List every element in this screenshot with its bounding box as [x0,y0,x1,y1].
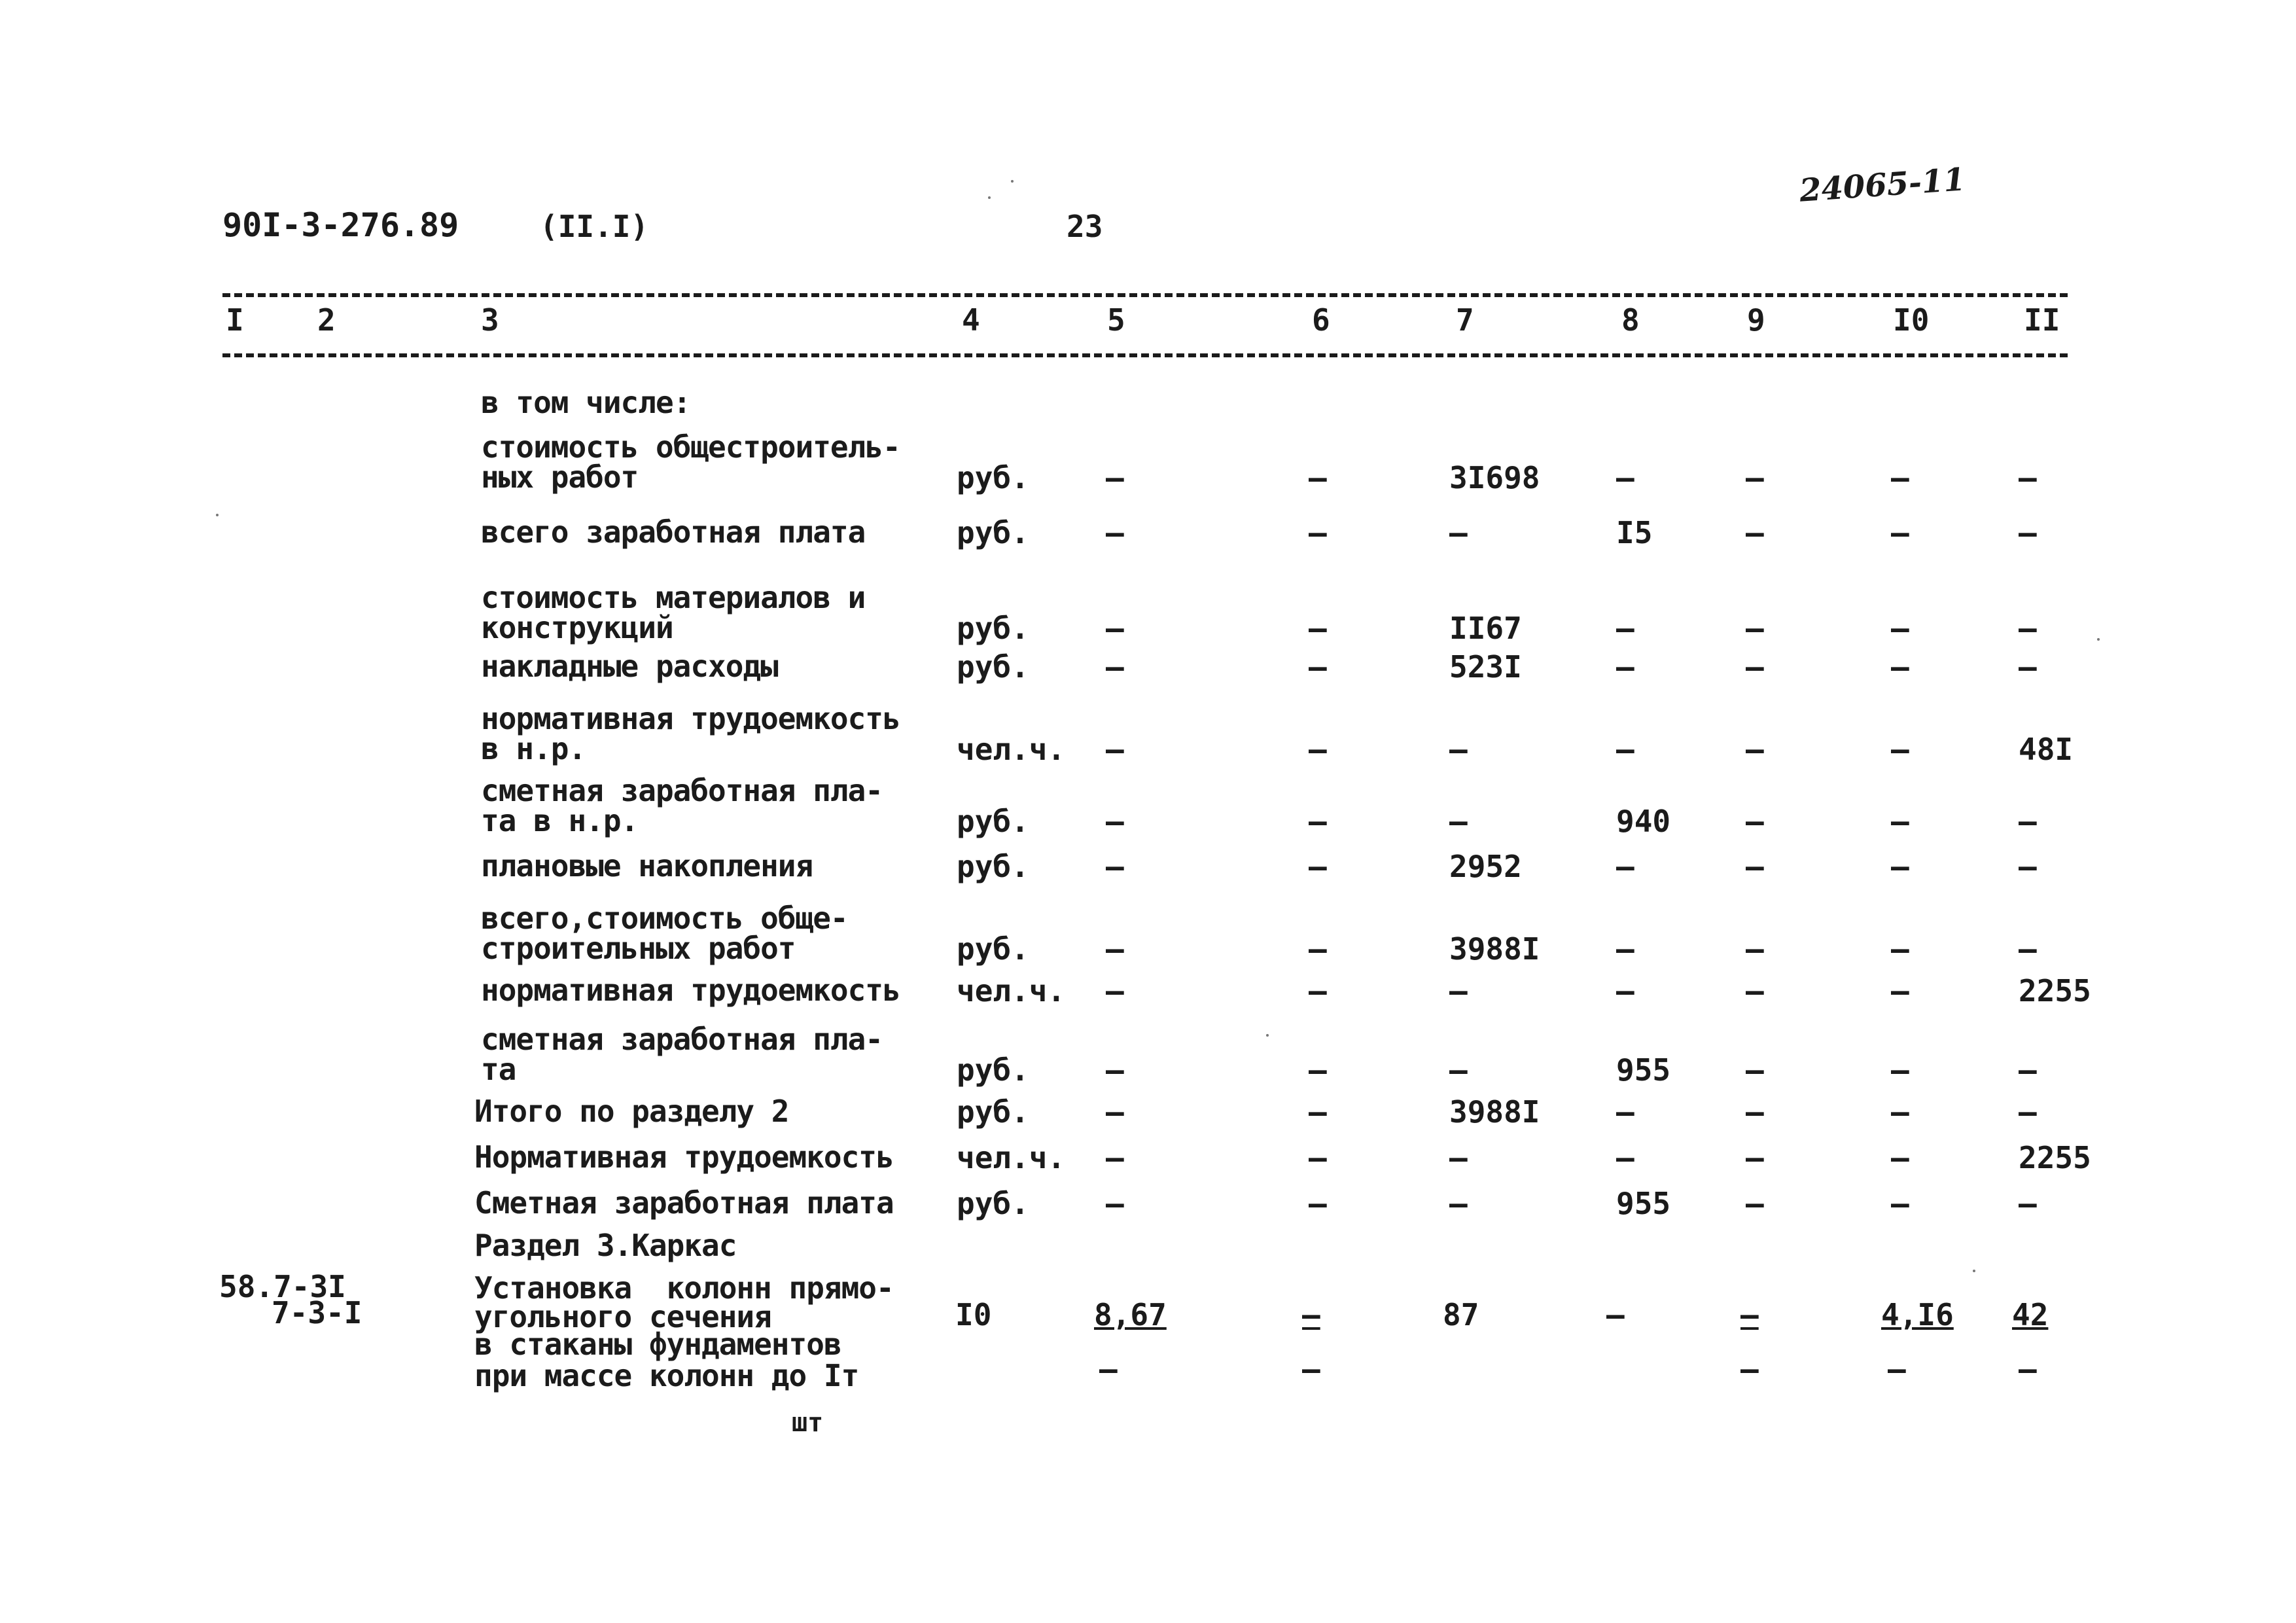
row-description-line: в том числе: [481,385,691,420]
row-cell-c10: – [1891,1186,1909,1221]
item-col-9-sub: – [1740,1351,1759,1387]
row-cell-c7: 2952 [1449,849,1522,884]
row-cell-c11: – [2019,804,2037,839]
row-cell-c5: – [1106,1186,1124,1221]
item-col-5: 8,67 [1094,1297,1167,1332]
row-cell-c11: – [2019,1094,2037,1130]
row-cell-c10: – [1891,611,1909,646]
row-cell-c6: – [1309,1140,1327,1175]
row-cell-c7: II67 [1449,611,1522,646]
row-cell-c9: – [1746,804,1764,839]
item-description [474,1270,894,1393]
row-description-line: Итого по разделу 2 [474,1094,789,1129]
row-description-line: стоимость материалов и [481,580,866,615]
row-cell-c8: – [1616,649,1634,685]
row-cell-c7: – [1449,1140,1468,1175]
row-cell-unit: руб. [957,1186,1029,1221]
col-1-header: I [226,302,244,338]
row-description-line: накладные расходы [481,649,778,684]
row-description-line: Сметная заработная плата [474,1185,894,1221]
col-7-header: 7 [1456,302,1474,338]
row-cell-c6: – [1309,611,1327,646]
row-cell-c6: – [1309,515,1327,550]
row-cell-c10: – [1891,973,1909,1008]
row-description-line: конструкций [481,610,673,645]
row-cell-c7: 3I698 [1449,460,1540,495]
row-cell-unit: руб. [957,931,1029,967]
row-cell-c6: – [1309,649,1327,685]
row-description [481,972,900,1008]
row-cell-c10: – [1891,849,1909,884]
row-description-line: строительных работ [481,931,796,966]
document-code: 90I-3-276.89 [222,206,459,244]
item-col-11: 42 [2012,1297,2049,1332]
item-description-line: в стаканы фундаментов [474,1327,841,1362]
row-cell-c11: – [2019,460,2037,495]
row-cell-c9: – [1746,611,1764,646]
row-cell-c9: – [1746,1052,1764,1088]
row-description [481,1022,883,1087]
row-description-line: ных работ [481,459,639,495]
item-col-7: 87 [1443,1297,1479,1332]
col-6-header: 6 [1312,302,1330,338]
row-cell-c10: – [1891,732,1909,767]
row-cell-c11: – [2019,849,2037,884]
row-cell-c5: – [1106,515,1124,550]
row-cell-c7: – [1449,804,1468,839]
row-description-line: всего,стоимость обще- [481,901,848,936]
row-cell-c5: – [1106,649,1124,685]
row-cell-c10: – [1891,1052,1909,1088]
row-cell-c9: – [1746,931,1764,967]
row-cell-c11: 2255 [2019,1140,2091,1175]
row-description-line: Раздел 3.Каркас [474,1228,737,1263]
item-col-10: 4,I6 [1881,1297,1954,1332]
row-cell-unit: чел.ч. [957,732,1066,767]
row-description [481,429,900,495]
row-description [481,773,883,838]
row-description-line: нормативная трудоемкость [481,701,900,736]
header-bottom-rule [222,353,2068,357]
item-col-10-sub: – [1888,1351,1906,1387]
item-unit-note: шт [792,1408,824,1438]
row-cell-c6: – [1309,973,1327,1008]
row-description [474,1139,894,1175]
row-cell-c10: – [1891,1094,1909,1130]
row-description [474,1228,737,1263]
row-description [481,901,848,966]
row-cell-c8: – [1616,460,1634,495]
row-cell-unit: руб. [957,1094,1029,1130]
row-cell-c6: – [1309,804,1327,839]
row-cell-unit: руб. [957,804,1029,839]
archive-number: 24065-11 [1798,161,1967,209]
row-cell-c8: – [1616,973,1634,1008]
row-cell-c9: – [1746,849,1764,884]
row-description-line: нормативная трудоемкость [481,972,900,1008]
row-cell-unit: руб. [957,611,1029,646]
scan-speck [1973,1270,1975,1272]
item-code-secondary: 7-3-I [272,1295,362,1330]
col-8-header: 8 [1621,302,1640,338]
row-cell-c8: 955 [1616,1052,1671,1088]
row-description [481,649,778,684]
row-cell-c6: – [1309,849,1327,884]
col-9-header: 9 [1747,302,1765,338]
row-cell-c8: – [1616,849,1634,884]
row-cell-c7: – [1449,1186,1468,1221]
row-cell-c5: – [1106,1094,1124,1130]
row-description-line: стоимость общестроитель- [481,429,900,465]
row-cell-c10: – [1891,460,1909,495]
row-cell-unit: руб. [957,460,1029,495]
row-cell-c5: – [1106,460,1124,495]
section-reference: (II.I) [540,209,649,244]
item-description-line: при массе колонн до Iт [474,1358,859,1393]
row-cell-c5: – [1106,973,1124,1008]
row-description-line: та [481,1052,516,1087]
col-5-header: 5 [1107,302,1125,338]
row-cell-c7: – [1449,973,1468,1008]
row-cell-unit: руб. [957,849,1029,884]
row-cell-c6: – [1309,1186,1327,1221]
row-cell-c9: – [1746,515,1764,550]
row-cell-unit: руб. [957,515,1029,550]
scan-speck [1266,1034,1269,1037]
row-description-line: сметная заработная пла- [481,773,883,808]
row-cell-c8: 955 [1616,1186,1671,1221]
row-cell-c6: – [1309,732,1327,767]
row-cell-c5: – [1106,931,1124,967]
scan-speck [988,196,991,199]
col-10-header: I0 [1893,302,1930,338]
row-description-line: сметная заработная пла- [481,1022,883,1057]
row-cell-c11: 48I [2019,732,2074,767]
row-cell-c8: I5 [1616,515,1653,550]
row-cell-c8: – [1616,732,1634,767]
item-description-line: Установка колонн прямо- [474,1270,894,1306]
row-cell-unit: чел.ч. [957,1140,1066,1175]
row-cell-c7: – [1449,732,1468,767]
row-cell-c9: – [1746,1186,1764,1221]
col-2-header: 2 [317,302,336,338]
row-cell-c11: – [2019,1186,2037,1221]
row-description-line: плановые накопления [481,848,813,883]
row-cell-c7: 3988I [1449,1094,1540,1130]
row-cell-c5: – [1106,849,1124,884]
row-cell-c7: 3988I [1449,931,1540,967]
row-cell-c6: – [1309,931,1327,967]
header-top-rule [222,293,2068,297]
row-cell-c6: – [1309,1052,1327,1088]
row-cell-c11: – [2019,931,2037,967]
row-cell-c11: – [2019,515,2037,550]
row-cell-unit: чел.ч. [957,973,1066,1008]
item-col-11-sub: – [2019,1351,2037,1387]
row-description [481,701,900,766]
item-col-8: – [1606,1297,1625,1332]
row-cell-unit: руб. [957,1052,1029,1088]
row-description [474,1094,789,1129]
col-4-header: 4 [962,302,980,338]
col-3-header: 3 [481,302,499,338]
row-cell-c8: – [1616,1094,1634,1130]
row-cell-c11: – [2019,649,2037,685]
row-description-line: Нормативная трудоемкость [474,1139,894,1175]
row-cell-c11: 2255 [2019,973,2091,1008]
row-cell-c6: – [1309,460,1327,495]
row-cell-c9: – [1746,1140,1764,1175]
row-cell-c8: 940 [1616,804,1671,839]
row-cell-c7: – [1449,515,1468,550]
scan-speck [1011,180,1014,183]
row-description-line: в н.р. [481,731,586,766]
row-cell-c11: – [2019,1052,2037,1088]
item-code-primary: 58.7-3I [219,1269,346,1304]
row-description [474,1185,894,1221]
row-description-line: та в н.р. [481,803,639,838]
item-col-9: – [1740,1297,1759,1332]
row-cell-c10: – [1891,804,1909,839]
scan-speck [216,514,219,516]
row-description [481,514,866,550]
item-description-line: угольного сечения [474,1299,771,1334]
row-cell-c5: – [1106,732,1124,767]
page-number: 23 [1067,209,1103,244]
row-description [481,848,813,883]
row-cell-c5: – [1106,1140,1124,1175]
row-cell-c5: – [1106,1052,1124,1088]
row-cell-c8: – [1616,611,1634,646]
row-cell-c10: – [1891,649,1909,685]
row-cell-c9: – [1746,649,1764,685]
scan-speck [2097,638,2100,641]
item-col-6-sub: – [1302,1351,1320,1387]
item-col-6: – [1302,1297,1320,1332]
item-quantity: I0 [955,1297,992,1332]
row-cell-c10: – [1891,515,1909,550]
row-cell-c6: – [1309,1094,1327,1130]
row-cell-c8: – [1616,1140,1634,1175]
row-cell-unit: руб. [957,649,1029,685]
row-description [481,582,865,643]
row-cell-c10: – [1891,931,1909,967]
row-cell-c5: – [1106,611,1124,646]
col-11-header: II [2024,302,2060,338]
row-description-line: всего заработная плата [481,514,866,550]
row-description [481,387,690,418]
row-cell-c7: 523I [1449,649,1522,685]
row-cell-c7: – [1449,1052,1468,1088]
row-cell-c8: – [1616,931,1634,967]
item-col-5-sub: – [1099,1351,1118,1387]
row-cell-c9: – [1746,732,1764,767]
row-cell-c9: – [1746,1094,1764,1130]
row-cell-c5: – [1106,804,1124,839]
row-cell-c11: – [2019,611,2037,646]
row-cell-c9: – [1746,460,1764,495]
row-cell-c9: – [1746,973,1764,1008]
row-cell-c10: – [1891,1140,1909,1175]
